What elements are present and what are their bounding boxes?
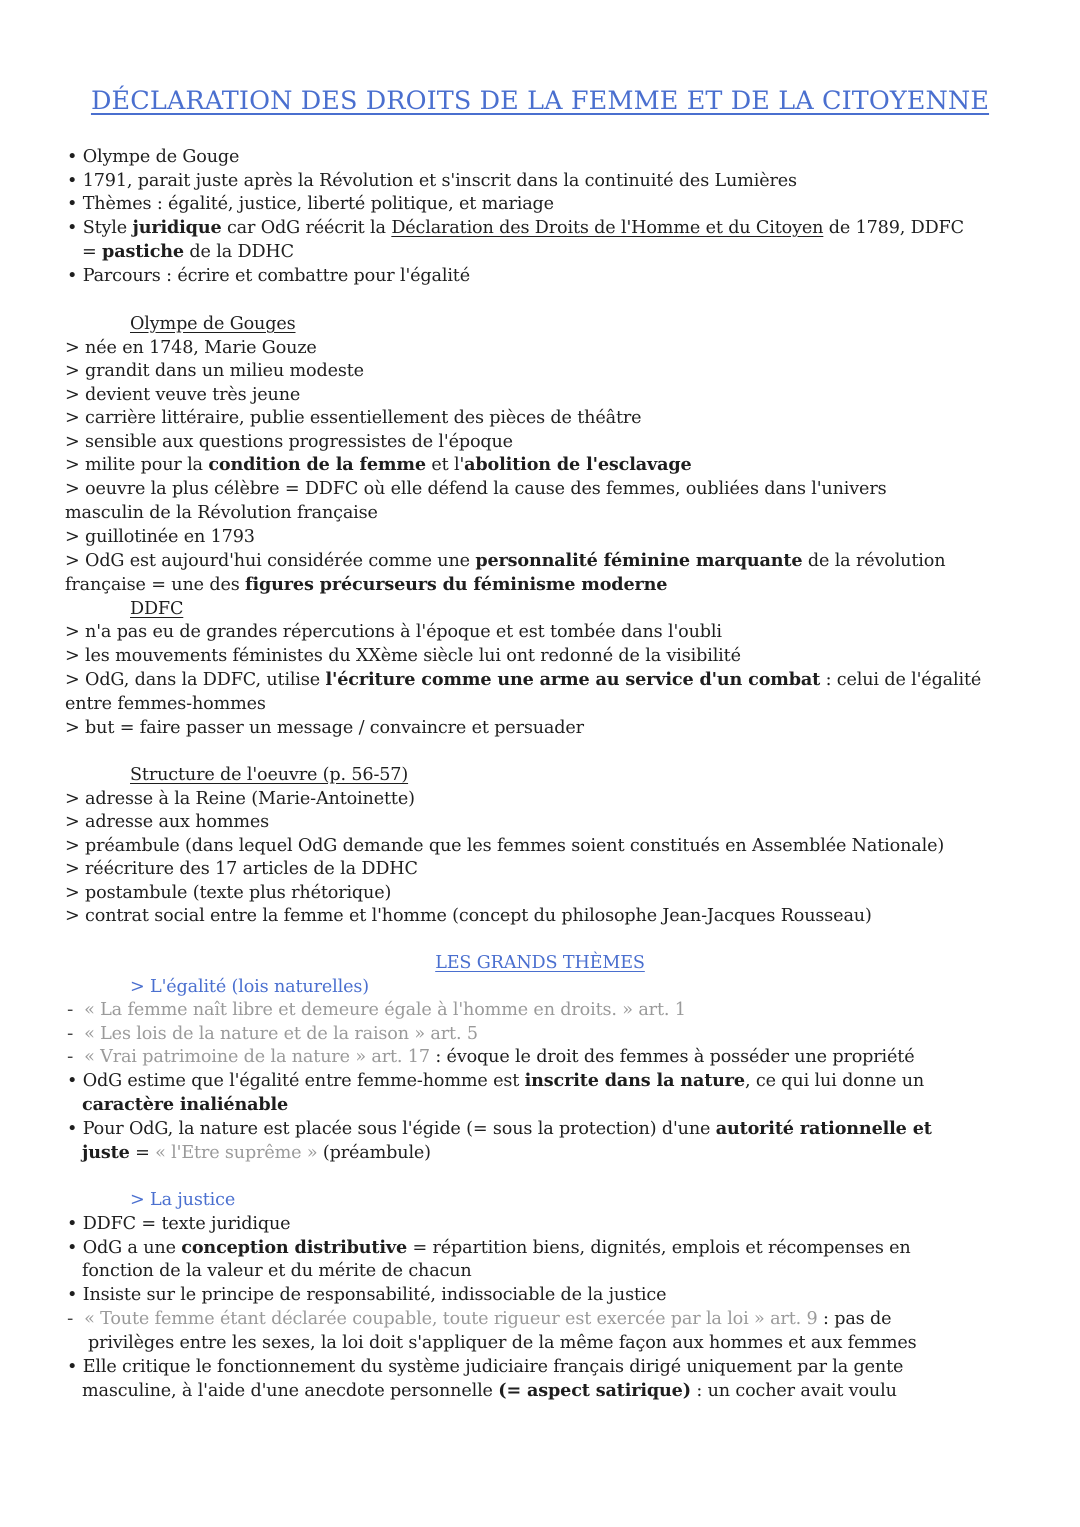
intro-bullet-themes: • Thèmes : égalité, justice, liberté politique, et mariage xyxy=(67,194,554,214)
bio-line: > sensible aux questions progressistes de l'époque xyxy=(65,432,513,452)
bio-line: > née en 1748, Marie Gouze xyxy=(65,338,317,358)
document-title: DÉCLARATION DES DROITS DE LA FEMME ET DE LA CITOYENNE xyxy=(90,86,990,116)
bullet-marker: • xyxy=(67,194,78,214)
ddfc-line: > les mouvements féministes du XXème siècle lui ont redonné de la visibilité xyxy=(65,646,741,666)
ddfc-line: > but = faire passer un message / convaincre et persuader xyxy=(65,718,584,738)
bio-line: > carrière littéraire, publie essentiellement des pièces de théâtre xyxy=(65,408,642,428)
bullet-marker: • xyxy=(67,218,78,238)
ddhc-reference: Déclaration des Droits de l'Homme et du Citoyen xyxy=(391,218,824,238)
justice-bullet: • Elle critique le fonctionnement du système judiciaire français dirigé uniquement par la gente xyxy=(67,1357,904,1377)
justice-bullet: • DDFC = texte juridique xyxy=(67,1214,291,1234)
justice-bullet-cont: masculine, à l'aide d'une anecdote personnelle (= aspect satirique) : un cocher avait voulu xyxy=(82,1380,897,1401)
bio-line: > guillotinée en 1793 xyxy=(65,527,255,547)
intro-bullet-author: • Olympe de Gouge xyxy=(67,147,240,167)
justice-quote-cont: privilèges entre les sexes, la loi doit s'appliquer de la même façon aux hommes et aux femmes xyxy=(88,1333,917,1353)
themes-heading: LES GRANDS THÈMES xyxy=(435,953,645,973)
bio-heading: Olympe de Gouges xyxy=(130,314,296,334)
intro-bullet-style: • Style juridique car OdG réécrit la Déclaration des Droits de l'Homme et du Citoyen de 1789, DDFC xyxy=(67,217,964,238)
ddfc-heading: DDFC xyxy=(130,599,184,619)
bio-line: > milite pour la condition de la femme et l'abolition de l'esclavage xyxy=(65,454,692,475)
justice-quote: - « Toute femme étant déclarée coupable, toute rigueur est exercée par la loi » art. 9 : pas de xyxy=(67,1309,892,1329)
egalite-quote: - « Vrai patrimoine de la nature » art. 17 : évoque le droit des femmes à posséder une propriété xyxy=(67,1047,915,1067)
structure-heading: Structure de l'oeuvre (p. 56-57) xyxy=(130,765,409,785)
egalite-bullet-cont: caractère inaliénable xyxy=(82,1094,289,1115)
structure-line: > postambule (texte plus rhétorique) xyxy=(65,883,392,903)
structure-line: > contrat social entre la femme et l'homme (concept du philosophe Jean-Jacques Rousseau) xyxy=(65,906,872,926)
egalite-quote: - « La femme naît libre et demeure égale à l'homme en droits. » art. 1 xyxy=(67,1000,686,1020)
bullet-marker: • xyxy=(67,266,78,286)
justice-bullet: • OdG a une conception distributive = répartition biens, dignités, emplois et récompenses en xyxy=(67,1237,911,1258)
bullet-marker: • xyxy=(67,147,78,167)
egalite-bullet: • OdG estime que l'égalité entre femme-homme est inscrite dans la nature, ce qui lui donne un xyxy=(67,1070,925,1091)
egalite-bullet-cont: juste = « l'Etre suprême » (préambule) xyxy=(82,1142,431,1163)
bio-line: > OdG est aujourd'hui considérée comme une personnalité féminine marquante de la révolution xyxy=(65,550,946,571)
justice-bullet: • Insiste sur le principe de responsabilité, indissociable de la justice xyxy=(67,1285,667,1305)
intro-bullet-parcours: • Parcours : écrire et combattre pour l'égalité xyxy=(67,266,470,286)
egalite-quote: - « Les lois de la nature et de la raison » art. 5 xyxy=(67,1024,478,1044)
egalite-heading: > L'égalité (lois naturelles) xyxy=(130,977,369,997)
structure-line: > adresse aux hommes xyxy=(65,812,270,832)
intro-bullet-date: • 1791, parait juste après la Révolution et s'inscrit dans la continuité des Lumières xyxy=(67,171,797,191)
bio-line: > devient veuve très jeune xyxy=(65,385,301,405)
bullet-marker: • xyxy=(67,171,78,191)
ddfc-line-cont: entre femmes-hommes xyxy=(65,694,266,714)
justice-bullet-cont: fonction de la valeur et du mérite de chacun xyxy=(82,1261,472,1281)
ddfc-line: > OdG, dans la DDFC, utilise l'écriture comme une arme au service d'un combat : celui de l'égalité xyxy=(65,669,982,690)
bio-line-cont: masculin de la Révolution française xyxy=(65,503,378,523)
intro-bullet-style-cont: = pastiche de la DDHC xyxy=(82,241,294,262)
ddfc-line: > n'a pas eu de grandes répercutions à l'époque et est tombée dans l'oubli xyxy=(65,622,722,642)
structure-line: > adresse à la Reine (Marie-Antoinette) xyxy=(65,789,415,809)
bio-line-cont: française = une des figures précurseurs du féminisme moderne xyxy=(65,574,668,595)
structure-line: > préambule (dans lequel OdG demande que les femmes soient constitués en Assemblée Nationale) xyxy=(65,836,945,856)
structure-line: > réécriture des 17 articles de la DDHC xyxy=(65,859,418,879)
egalite-bullet: • Pour OdG, la nature est placée sous l'égide (= sous la protection) d'une autorité rationnelle et xyxy=(67,1118,932,1139)
bio-line: > oeuvre la plus célèbre = DDFC où elle défend la cause des femmes, oubliées dans l'univers xyxy=(65,479,887,499)
bio-line: > grandit dans un milieu modeste xyxy=(65,361,364,381)
justice-heading: > La justice xyxy=(130,1190,236,1210)
